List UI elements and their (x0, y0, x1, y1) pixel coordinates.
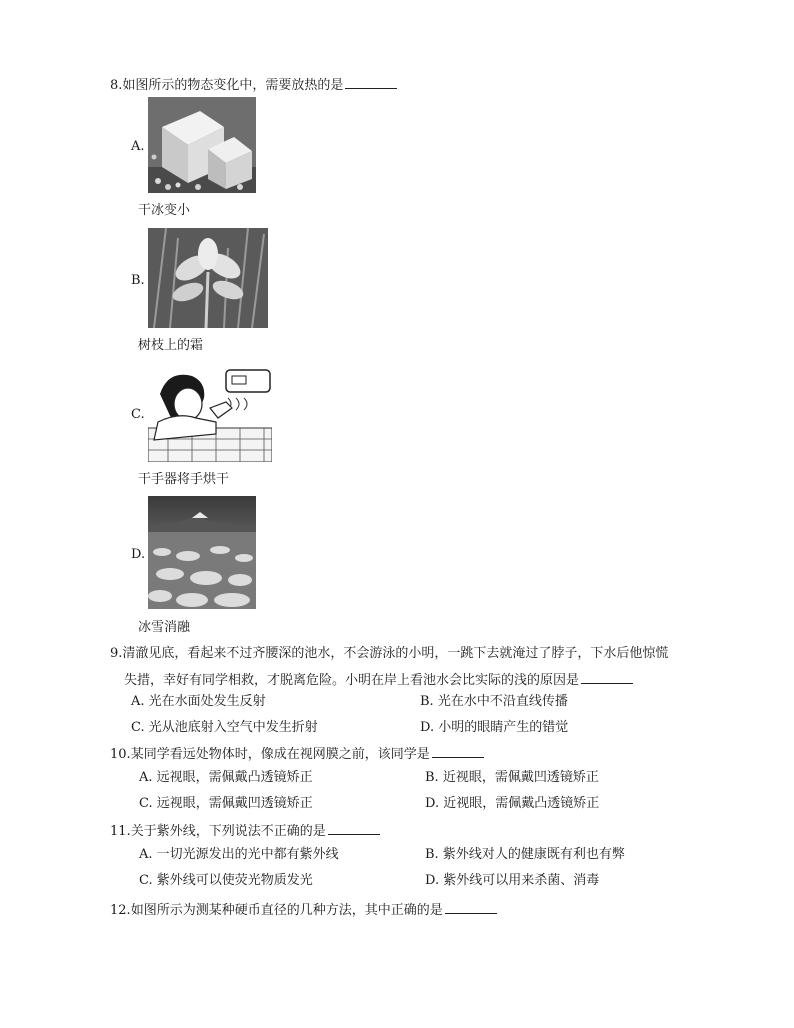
question-12-stem: 12.如图所示为测某种硬币直径的几种方法，其中正确的是 (110, 901, 497, 920)
answer-blank (345, 76, 397, 89)
q9-option-a: A. 光在水面处发生反射 (131, 694, 266, 709)
q11-option-b: B. 紫外线对人的健康既有利也有弊 (425, 847, 625, 862)
q10-option-a: A. 远视眼，需佩戴凸透镜矫正 (139, 770, 313, 785)
answer-blank (445, 901, 497, 914)
q10-option-b: B. 近视眼，需佩戴凹透镜矫正 (425, 770, 599, 785)
option-a-caption: 干冰变小 (138, 203, 191, 218)
q9-option-c: C. 光从池底射入空气中发生折射 (131, 720, 318, 735)
hand-dryer-image (148, 364, 272, 462)
answer-blank (432, 745, 484, 758)
option-letter-c: C. (131, 407, 145, 422)
option-d-caption: 冰雪消融 (138, 620, 191, 635)
answer-blank (328, 822, 380, 835)
answer-blank (581, 671, 633, 684)
question-9-stem-line1: 9.清澈见底，看起来不过齐腰深的池水，不会游泳的小明，一跳下去就淹过了脖子，下水后他惊慌 (110, 646, 669, 661)
question-9-stem-line2: 失措，幸好有同学相救，才脱离危险。小明在岸上看池水会比实际的浅的原因是 (124, 671, 633, 690)
q9-option-b: B. 光在水中不沿直线传播 (420, 694, 568, 709)
dry-ice-image (148, 97, 256, 193)
option-letter-b: B. (131, 273, 145, 288)
option-b-caption: 树枝上的霜 (138, 338, 204, 353)
question-8-stem: 8.如图所示的物态变化中，需要放热的是 (110, 76, 397, 95)
q11-option-c: C. 紫外线可以使荧光物质发光 (139, 873, 313, 888)
melting-snow-image (148, 496, 256, 609)
question-10-stem: 10.某同学看远处物体时，像成在视网膜之前，该同学是 (110, 745, 484, 764)
option-letter-d: D. (131, 547, 146, 562)
option-c-caption: 干手器将手烘干 (138, 472, 230, 487)
question-11-stem: 11.关于紫外线，下列说法不正确的是 (110, 822, 380, 841)
q10-option-d: D. 近视眼，需佩戴凸透镜矫正 (425, 796, 600, 811)
q11-option-d: D. 紫外线可以用来杀菌、消毒 (425, 873, 600, 888)
frost-branch-image (148, 228, 268, 328)
q9-option-d: D. 小明的眼睛产生的错觉 (420, 720, 569, 735)
option-letter-a: A. (131, 139, 145, 154)
q10-option-c: C. 远视眼，需佩戴凹透镜矫正 (139, 796, 313, 811)
q11-option-a: A. 一切光源发出的光中都有紫外线 (139, 847, 339, 862)
